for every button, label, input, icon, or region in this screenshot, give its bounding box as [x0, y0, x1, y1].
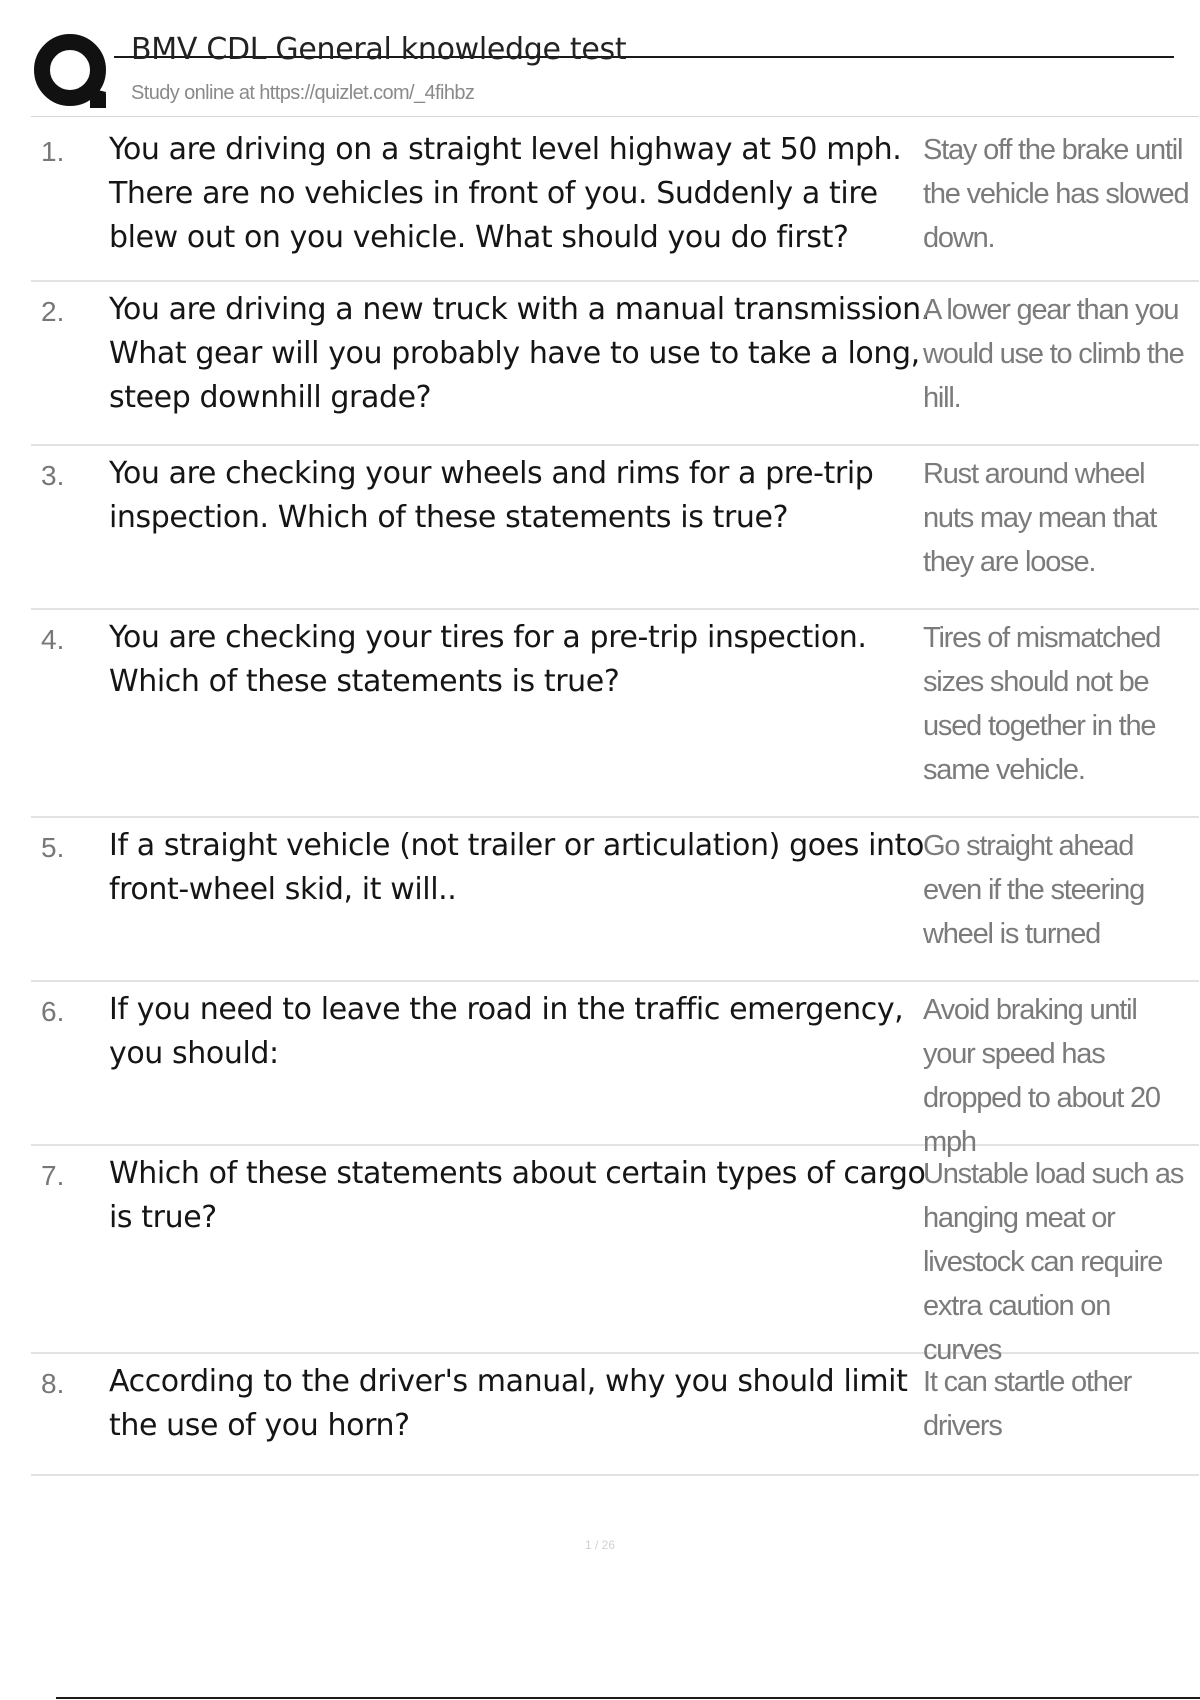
card-question: According to the driver's manual, why you should limit the use of you horn? [109, 1364, 908, 1443]
flashcard-row [31, 1146, 1199, 1366]
card-number: 7. [41, 1160, 65, 1191]
card-number: 5. [41, 832, 65, 863]
card-question: You are checking your tires for a pre-trip inspection. Which of these statements is true? [109, 620, 867, 699]
flashcard-row [31, 1354, 1199, 1476]
card-answer: Avoid braking until your speed has dropped to about 20 mph [923, 994, 1160, 1158]
flashcard-row [31, 610, 1199, 818]
card-number: 1. [41, 136, 65, 167]
flashcard-row [31, 818, 1199, 982]
flashcard-row [31, 446, 1199, 610]
card-number: 4. [41, 624, 65, 655]
study-link-text: Study online at https://quizlet.com/_4fihbz [131, 82, 475, 104]
card-answer: Unstable load such as hanging meat or livestock can require extra caution on curves [923, 1158, 1184, 1366]
flashcard-row [31, 982, 1199, 1158]
card-answer: Go straight ahead even if the steering wheel is turned [923, 830, 1145, 950]
card-question: If a straight vehicle (not trailer or articulation) goes into front-wheel skid, it will.. [109, 828, 924, 907]
card-number: 2. [41, 296, 65, 327]
quizlet-logo-icon [32, 32, 112, 112]
flashcard-row [31, 282, 1199, 446]
card-number: 6. [41, 996, 65, 1027]
page-number: 1 / 26 [584, 1538, 616, 1552]
footer-rule [56, 1697, 1200, 1699]
document-header [32, 30, 1142, 118]
card-number: 8. [41, 1368, 65, 1399]
card-question: You are driving on a straight level highway at 50 mph. There are no vehicles in front of you. Suddenly a tire blew out on you vehicle. What should you do first? [109, 132, 902, 255]
card-answer: Rust around wheel nuts may mean that they are loose. [923, 458, 1157, 578]
card-answer: It can startle other drivers [923, 1366, 1132, 1442]
flashcard-row [31, 118, 1199, 282]
card-question: You are driving a new truck with a manual transmission. What gear will you probably have to use to take a long, steep downhill grade? [109, 292, 930, 415]
card-question: Which of these statements about certain types of cargo is true? [109, 1156, 926, 1235]
card-question: You are checking your wheels and rims for a pre-trip inspection. Which of these statements is true? [109, 456, 874, 535]
card-answer: A lower gear than you would use to climb the hill. [923, 294, 1184, 414]
card-answer: Stay off the brake until the vehicle has slowed down. [923, 134, 1189, 254]
card-number: 3. [41, 460, 65, 491]
card-answer: Tires of mismatched sizes should not be used together in the same vehicle. [923, 622, 1161, 786]
card-question: If you need to leave the road in the traffic emergency, you should: [109, 992, 904, 1071]
header-divider [31, 116, 1199, 117]
page-title: BMV CDL General knowledge test [131, 32, 627, 67]
